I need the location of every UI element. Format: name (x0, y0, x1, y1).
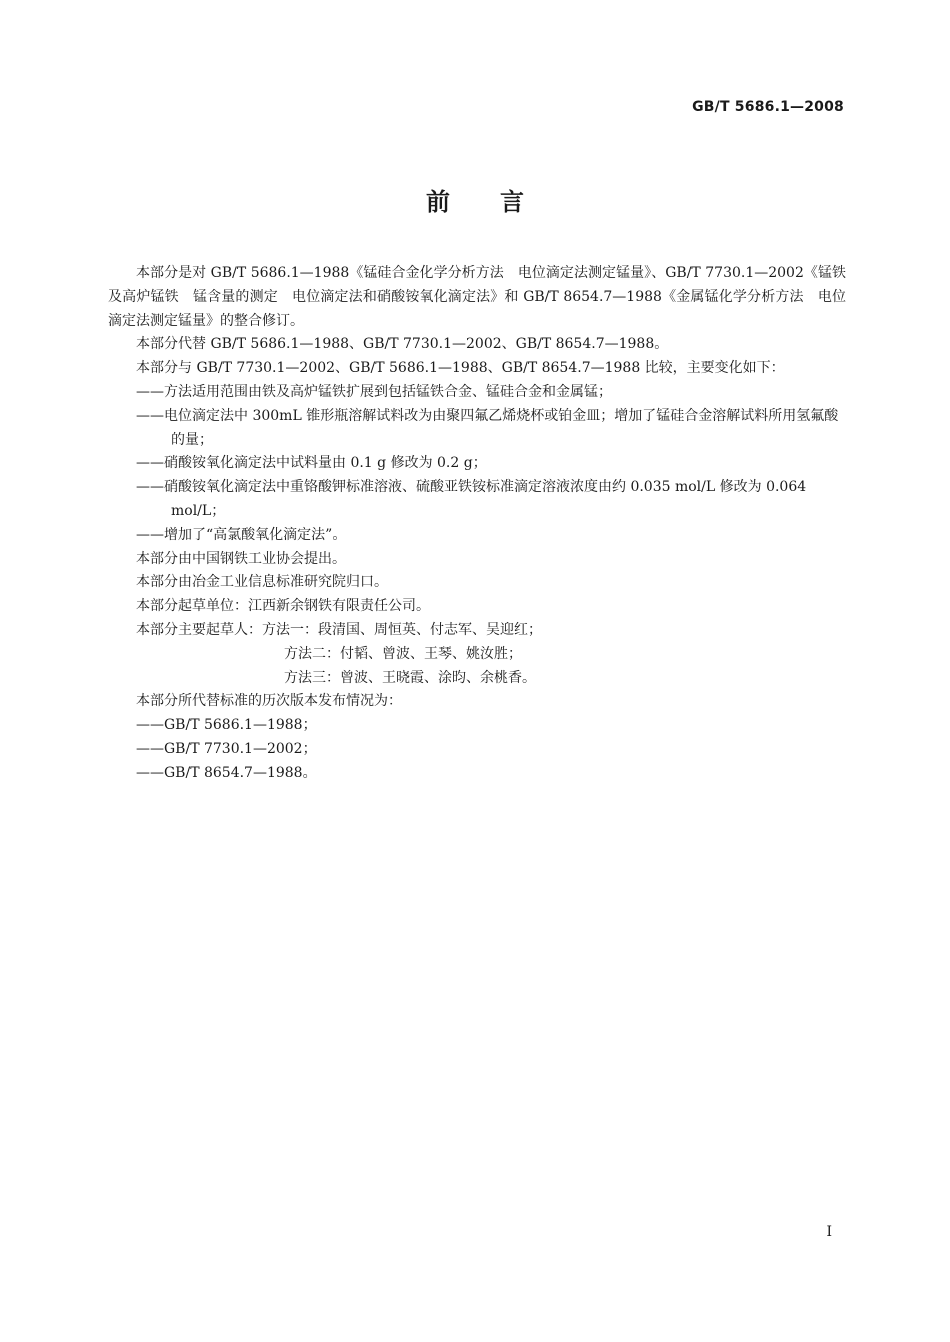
paragraph-integration: 本部分是对 GB/T 5686.1—1988《锰硅合金化学分析方法 电位滴定法测定锰量》、GB/T 7730.1—2002《锰铁及高炉锰铁 锰含量的测定 电位滴定法和硝酸铵氧化滴定法》和 GB/T 8654.7—1988《金属锰化学分析方法 电位滴定法测定锰量》的整合修订。 (108, 265, 846, 329)
history-item: ——GB/T 7730.1—2002； (136, 740, 317, 757)
paragraph-drafting-unit: 本部分起草单位：江西新余钢铁有限责任公司。 (136, 598, 430, 615)
change-item: ——方法适用范围由铁及高炉锰铁扩展到包括锰铁合金、锰硅合金和金属锰； (136, 383, 612, 400)
change-item: ——增加了“高氯酸氧化滴定法”。 (136, 526, 347, 543)
paragraph-proposer: 本部分由中国钢铁工业协会提出。 (136, 550, 346, 567)
paragraph-centralized: 本部分由冶金工业信息标准研究院归口。 (136, 574, 388, 591)
paragraph-history: 本部分所代替标准的历次版本发布情况为： (136, 693, 402, 710)
drafters-method-3: 方法三：曾波、王晓霞、涂昀、余桃香。 (284, 669, 536, 686)
standard-code: GB/T 5686.1—2008 (692, 99, 844, 115)
change-item: ——硝酸铵氧化滴定法中试料量由 0.1 g 修改为 0.2 g； (136, 455, 487, 472)
history-item: ——GB/T 8654.7—1988。 (136, 764, 317, 781)
page-number: I (826, 1224, 832, 1240)
change-item: ——硝酸铵氧化滴定法中重铬酸钾标准溶液、硫酸亚铁铵标准滴定溶液浓度由约 0.035 mol/L 修改为 0.064 mol/L； (136, 479, 807, 519)
page-title: 前言 (426, 188, 574, 216)
drafters-method-2: 方法二：付韬、曾波、王琴、姚汝胜； (284, 645, 522, 662)
paragraph-replaces: 本部分代替 GB/T 5686.1—1988、GB/T 7730.1—2002、GB/T 8654.7—1988。 (136, 336, 669, 353)
foreword-body (108, 262, 846, 786)
change-item: ——电位滴定法中 300mL 锥形瓶溶解试料改为由聚四氟乙烯烧杯或铂金皿；增加了锰硅合金溶解试料所用氢氟酸的量； (136, 407, 839, 448)
paragraph-drafters: 本部分主要起草人：方法一：段清国、周恒英、付志军、吴迎红； (136, 621, 542, 638)
history-item: ——GB/T 5686.1—1988； (136, 717, 317, 734)
paragraph-comparison: 本部分与 GB/T 7730.1—2002、GB/T 5686.1—1988、GB/T 8654.7—1988 比较，主要变化如下： (136, 360, 785, 377)
